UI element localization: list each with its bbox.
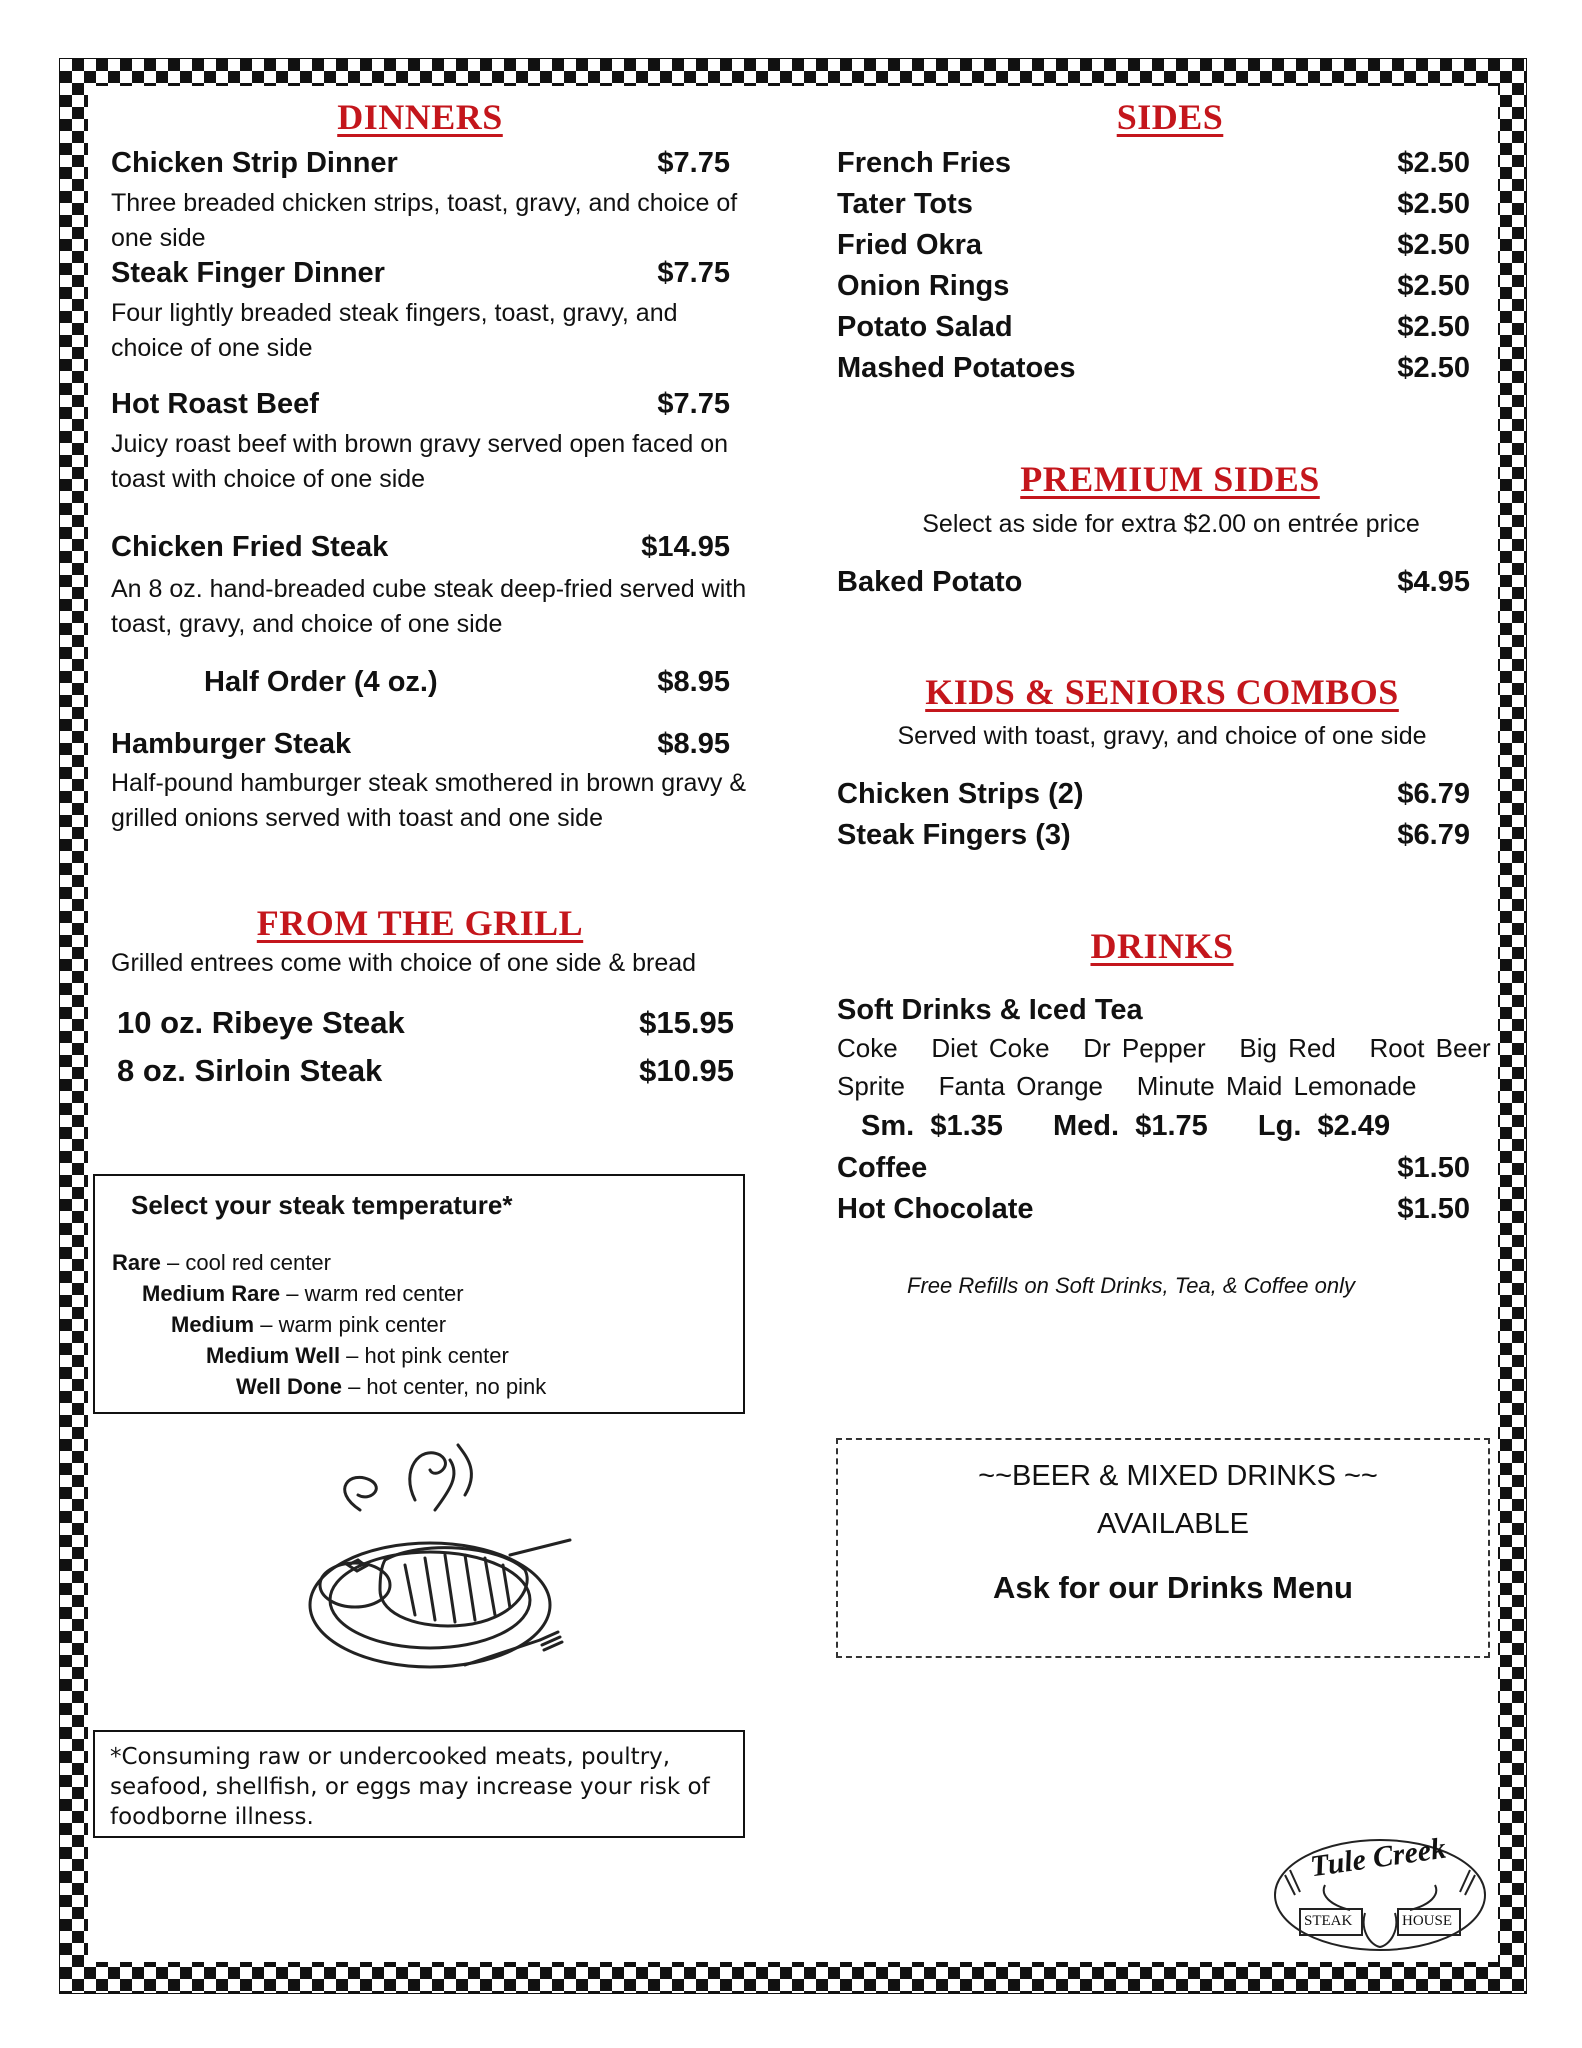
menu-item-price: $4.95 [1397,566,1470,598]
tule-creek-logo [1270,1831,1490,1955]
size-label: Lg. [1257,1110,1302,1142]
temperature-desc: – hot center, no pink [341,1374,547,1399]
menu-item-price: $6.79 [1397,819,1470,851]
temperature-level [142,1281,464,1307]
logo-steak: STEAK [1304,1913,1353,1929]
steak-temperature-box [93,1174,745,1414]
menu-item-name: Fried Okra [837,229,983,261]
temperature-name: Well Done [236,1374,342,1399]
menu-item-name: 10 oz. Ribeye Steak [117,1005,405,1040]
beer-line-2: AVAILABLE [1096,1508,1250,1540]
drinks-heading: DRINKS [1090,926,1234,966]
size-price: $1.75 [1135,1110,1208,1142]
menu-item-name: Tater Tots [837,188,973,220]
premium-sides-subtitle: Select as side for extra $2.00 on entrée price [922,510,1420,538]
menu-item-name: Onion Rings [837,270,1010,302]
temperature-desc: – warm red center [280,1281,464,1306]
menu-item-name: Steak Fingers (3) [837,819,1071,851]
temperature-name: Medium Well [206,1343,341,1368]
logo-name: Tule Creek [1308,1831,1448,1884]
menu-item-price: $8.95 [657,666,730,698]
temperature-level [171,1312,446,1338]
temperature-desc: – warm pink center [254,1312,447,1337]
warning-text: *Consuming raw or undercooked meats, poultry, seafood, shellfish, or eggs may increase your risk of foodborne illness. [110,1744,710,1830]
menu-item-price: $2.50 [1397,311,1470,343]
menu-item-name: Chicken Strip Dinner [111,147,398,179]
temperature-desc: – cool red center [160,1250,331,1275]
temperature-name: Medium [171,1312,255,1337]
menu-item-name: Chicken Strips (2) [837,778,1084,810]
sides-heading: SIDES [1116,97,1224,137]
menu-item-price: $7.75 [657,257,730,289]
menu-item-description: Half-pound hamburger steak smothered in brown gravy & grilled onions served with toast and one side [111,769,747,832]
drink-sizes [861,1110,1390,1143]
menu-item-name: Half Order (4 oz.) [204,666,438,698]
kids-seniors-heading: KIDS & SENIORS COMBOS [925,672,1399,712]
menu-item-description: Juicy roast beef with brown gravy served open faced on toast with choice of one side [111,430,729,493]
temperature-level [206,1343,509,1369]
menu-item-name: Steak Finger Dinner [111,257,385,289]
temperature-level [112,1250,331,1276]
menu-item-name: Hot Chocolate [837,1193,1034,1225]
menu-item-name: Potato Salad [837,311,1013,343]
premium-sides-heading: PREMIUM SIDES [1020,459,1320,499]
menu-item-name: Hot Roast Beef [111,388,319,420]
menu-item-name: Hamburger Steak [111,728,352,760]
menu-item-description: Three breaded chicken strips, toast, gravy, and choice of one side [111,189,738,252]
grill-heading: FROM THE GRILL [256,903,584,943]
beer-line-1: ~~BEER & MIXED DRINKS ~~ [978,1460,1378,1492]
soft-drinks-list: Sprite Fanta Orange Minute Maid Lemonade [837,1071,1417,1101]
logo-house: HOUSE [1402,1913,1453,1929]
menu-item-price: $2.50 [1397,229,1470,261]
menu-item-price: $15.95 [639,1005,734,1040]
temperature-level [236,1374,546,1400]
menu-item-price: $2.50 [1397,270,1470,302]
menu-item-price: $6.79 [1397,778,1470,810]
food-safety-warning [93,1730,745,1838]
menu-item-price: $14.95 [641,531,730,563]
menu-item-price: $10.95 [639,1053,734,1088]
menu-item-price: $7.75 [657,147,730,179]
temperature-title: Select your steak temperature* [131,1190,513,1220]
menu-item-name: Baked Potato [837,566,1023,598]
menu-item-description: An 8 oz. hand-breaded cube steak deep-fried served with toast, gravy, and choice of one side [111,575,747,638]
beer-mixed-drinks-box [836,1438,1490,1658]
dinners-heading: DINNERS [337,97,503,137]
menu-item-price: $1.50 [1397,1193,1470,1225]
free-refills-note: Free Refills on Soft Drinks, Tea, & Coffee only [907,1273,1355,1298]
size-price: $1.35 [930,1110,1003,1142]
soft-drinks-list: Coke Diet Coke Dr Pepper Big Red Root Beer [837,1033,1491,1063]
menu-item-price: $2.50 [1397,352,1470,384]
temperature-name: Rare [112,1250,161,1275]
drinks-menu-prompt: Ask for our Drinks Menu [993,1570,1353,1605]
menu-item-price: $2.50 [1397,147,1470,179]
menu-item-name: Chicken Fried Steak [111,531,389,563]
temperature-desc: – hot pink center [340,1343,509,1368]
menu-item-price: $8.95 [657,728,730,760]
menu-item-name: Coffee [837,1152,928,1184]
steak-plate-illustration [290,1440,590,1710]
temperature-name: Medium Rare [142,1281,281,1306]
menu-item-price: $1.50 [1397,1152,1470,1184]
size-label: Sm. [861,1110,915,1142]
soft-drinks-title: Soft Drinks & Iced Tea [837,994,1143,1026]
menu-item-price: $7.75 [657,388,730,420]
menu-item-name: 8 oz. Sirloin Steak [117,1053,383,1088]
menu-item-name: French Fries [837,147,1012,179]
menu-item-price: $2.50 [1397,188,1470,220]
size-price: $2.49 [1317,1110,1391,1142]
kids-seniors-subtitle: Served with toast, gravy, and choice of one side [897,722,1427,750]
menu-item-description: Four lightly breaded steak fingers, toast, gravy, and choice of one side [111,299,678,362]
grill-subtitle: Grilled entrees come with choice of one side & bread [111,949,697,977]
menu-item-name: Mashed Potatoes [837,352,1076,384]
size-label: Med. [1053,1110,1120,1142]
